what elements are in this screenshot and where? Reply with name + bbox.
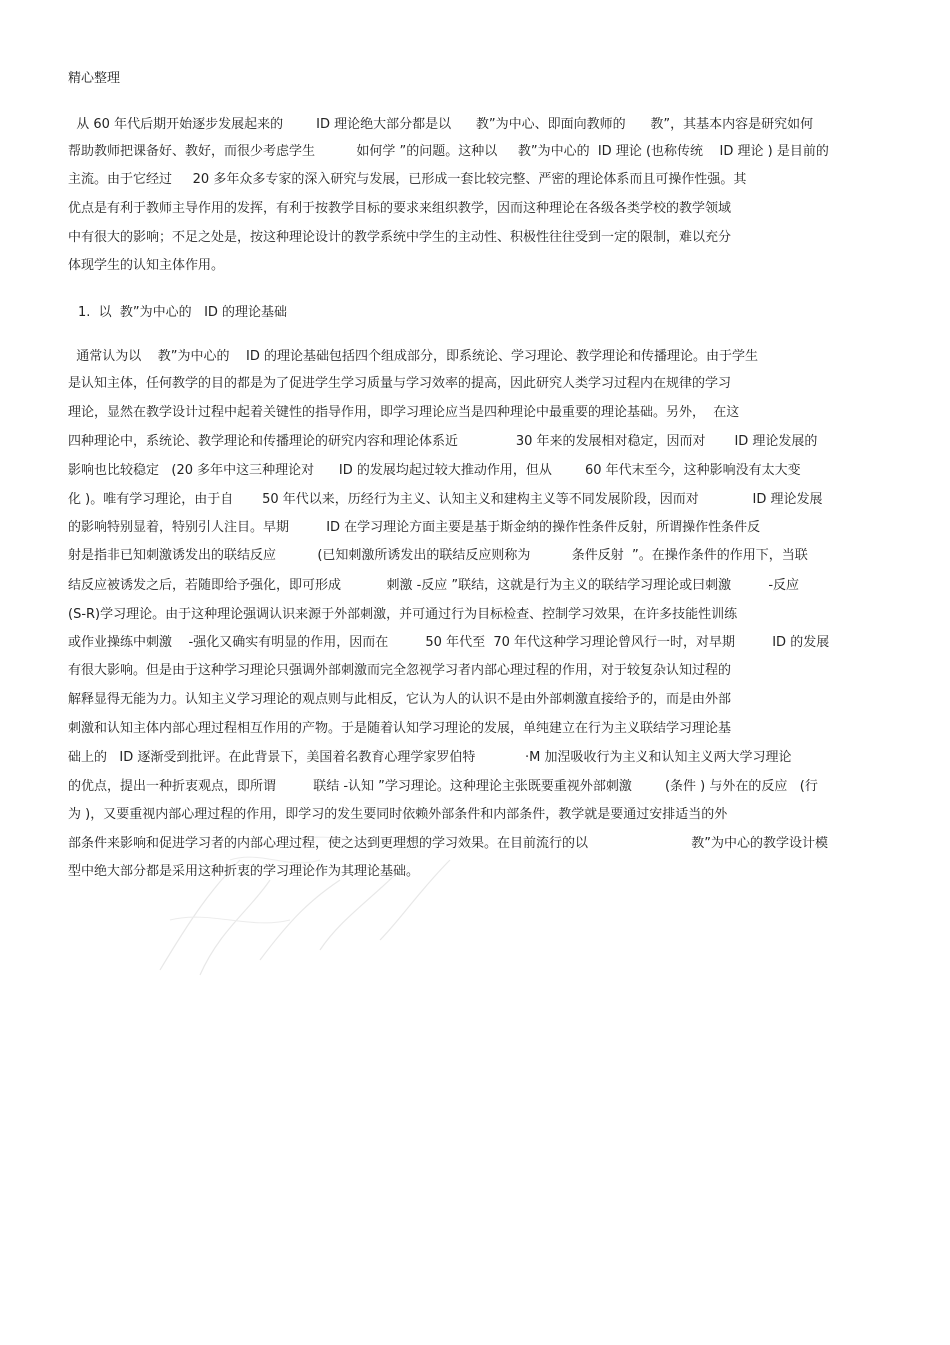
section-1-line-5: 影响也比较稳定 (20 多年中这三种理论对 ID 的发展均起过较大推动作用，但从 60 年代末至今，这种影响没有太大变	[68, 463, 801, 478]
section-1-line-16: 的优点，提出一种折衷观点，即所谓 联结 -认知 ”学习理论。这种理论主张既要重视外部刺激 (条件 ) 与外在的反应 (行	[68, 779, 818, 794]
section-heading: 1. 以 教”为中心的 ID 的理论基础	[78, 305, 288, 320]
section-1-line-10: (S-R)学习理论。由于这种理论强调认识来源于外部刺激，并可通过行为目标检查、控制学习效果，在许多技能性训练	[68, 607, 738, 622]
paragraph-1-line-4: 优点是有利于教师主导作用的发挥，有利于按教学目标的要求来组织教学，因而这种理论在各级各类学校的教学领域	[68, 201, 732, 216]
section-1-line-14: 刺激和认知主体内部心理过程相互作用的产物。于是随着认知学习理论的发展，单纯建立在行为主义联结学习理论基	[68, 721, 732, 736]
section-1-line-6: 化 )。唯有学习理论，由于自 50 年代以来，历经行为主义、认知主义和建构主义等不同发展阶段，因而对 ID 理论发展	[68, 492, 823, 507]
paragraph-1-line-6: 体现学生的认知主体作用。	[68, 258, 225, 273]
page-header-title: 精心整理	[68, 71, 121, 86]
section-1-line-7: 的影响特别显着，特别引人注目。早期 ID 在学习理论方面主要是基于斯金纳的操作性条件反射，所谓操作性条件反	[68, 520, 761, 535]
paragraph-1-line-1: 从 60 年代后期开始逐步发展起来的 ID 理论绝大部分都是以 教”为中心、即面向教师的 教”，其基本内容是研究如何	[68, 117, 814, 132]
section-1-line-9: 结反应被诱发之后，若随即给予强化，即可形成 刺激 -反应 ”联结，这就是行为主义的联结学习理论或曰刺激 -反应	[68, 578, 800, 593]
paragraph-1-line-3: 主流。由于它经过 20 多年众多专家的深入研究与发展，已形成一套比较完整、严密的理论体系而且可操作性强。其	[68, 172, 747, 187]
section-1-line-1: 通常认为以 教”为中心的 ID 的理论基础包括四个组成部分，即系统论、学习理论、教学理论和传播理论。由于学生	[68, 349, 759, 364]
section-1-line-2: 是认知主体，任何教学的目的都是为了促进学生学习质量与学习效率的提高，因此研究人类学习过程内在规律的学习	[68, 376, 732, 391]
section-1-line-8: 射是指非已知刺激诱发出的联结反应 (已知刺激所诱发出的联结反应则称为 条件反射 ”。在操作条件的作用下，当联	[68, 548, 808, 563]
section-1-line-17: 为 )，又要重视内部心理过程的作用，即学习的发生要同时依赖外部条件和内部条件，教学就是要通过安排适当的外	[68, 807, 728, 822]
section-1-line-4: 四种理论中，系统论、教学理论和传播理论的研究内容和理论体系近 30 年来的发展相对稳定，因而对 ID 理论发展的	[68, 434, 818, 449]
section-1-line-18: 部条件来影响和促进学习者的内部心理过程，使之达到更理想的学习效果。在目前流行的以 教”为中心的教学设计模	[68, 836, 829, 851]
section-1-line-3: 理论，显然在教学设计过程中起着关键性的指导作用，即学习理论应当是四种理论中最重要的理论基础。另外， 在这	[68, 405, 740, 420]
section-1-line-11: 或作业操练中刺激 -强化又确实有明显的作用，因而在 50 年代至 70 年代这种学习理论曾风行一时，对早期 ID 的发展	[68, 635, 830, 650]
paragraph-1-line-2: 帮助教师把课备好、教好，而很少考虑学生 如何学 ”的问题。这种以 教”为中心的 ID 理论 (也称传统 ID 理论 ) 是目前的	[68, 144, 829, 159]
watermark-seal	[150, 800, 480, 980]
section-1-line-19: 型中绝大部分都是采用这种折衷的学习理论作为其理论基础。	[68, 864, 420, 879]
paragraph-1-line-5: 中有很大的影响；不足之处是，按这种理论设计的教学系统中学生的主动性、积极性往往受到一定的限制，难以充分	[68, 230, 732, 245]
section-1-line-12: 有很大影响。但是由于这种学习理论只强调外部刺激而完全忽视学习者内部心理过程的作用，对于较复杂认知过程的	[68, 663, 732, 678]
section-1-line-15: 础上的 ID 逐渐受到批评。在此背景下，美国着名教育心理学家罗伯特 ·M 加涅吸收行为主义和认知主义两大学习理论	[68, 750, 792, 765]
section-1-line-13: 解释显得无能为力。认知主义学习理论的观点则与此相反，它认为人的认识不是由外部刺激直接给予的，而是由外部	[68, 692, 732, 707]
